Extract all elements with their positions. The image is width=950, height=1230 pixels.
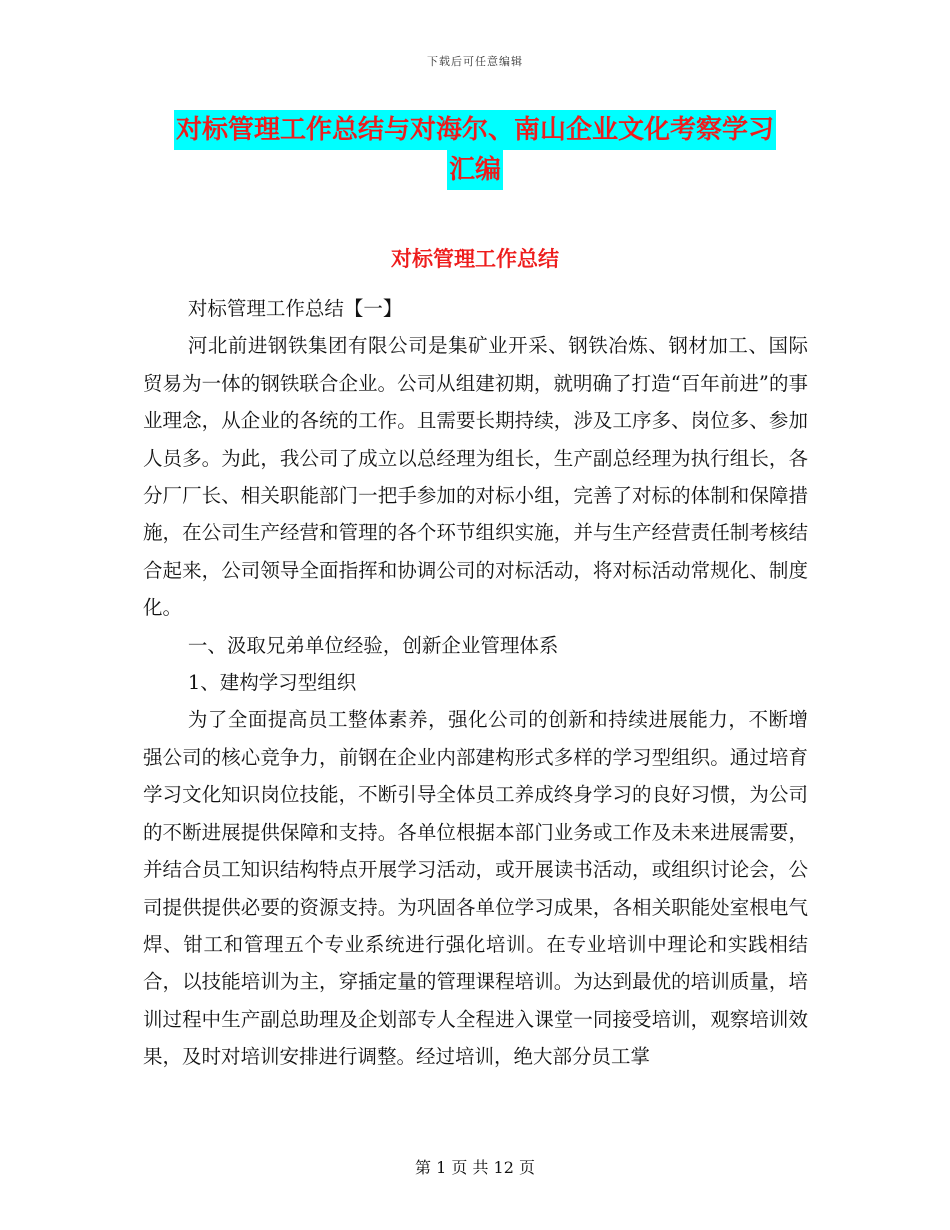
- document-title-line-1: 对标管理工作总结与对海尔、南山企业文化考察学习: [174, 110, 776, 150]
- page-header-note: 下载后可任意编辑: [427, 55, 523, 68]
- document-title-line-2: 汇编: [447, 150, 503, 190]
- paragraph-subheading-1: 1、建构学习型组织: [187, 671, 357, 695]
- page-number-footer: 第 1 页 共 12 页: [415, 1158, 535, 1177]
- document-title: [150, 110, 800, 190]
- section-title: 对标管理工作总结: [391, 246, 559, 271]
- paragraph-heading-1: 一、汲取兄弟单位经验，创新企业管理体系: [187, 633, 559, 657]
- paragraph-subtitle: 对标管理工作总结【一】: [187, 297, 403, 320]
- document-body: [143, 290, 808, 1076]
- paragraph-learning-org: 为了全面提高员工整体素养，强化公司的创新和持续进展能力，不断增强公司的核心竞争力，前钢在企业内部建构形式多样的学习型组织。通过培育学习文化知识岗位技能，不断引导全体员工养成终身学习的良好习惯，为公司的不断进展提供保障和支持。各单位根据本部门业务或工作及未来进展需要，并结合员工知识结构特点开展学习活动，或开展读书活动，或组织讨论会，公司提供提供必要的资源支持。为巩固各单位学习成果，各相关职能处室根电气焊、钳工和管理五个专业系统进行强化培训。在专业培训中理论和实践相结合，以技能培训为主，穿插定量的管理课程培训。为达到最优的培训质量，培训过程中生产副总助理及企划部专人全程进入课堂一同接受培训，观察培训效果，及时对培训安排进行调整。经过培训，绝大部分员工掌: [143, 708, 808, 1069]
- paragraph-company-intro: 河北前进钢铁集团有限公司是集矿业开采、钢铁冶炼、钢材加工、国际贸易为一体的钢铁联合企业。公司从组建初期，就明确了打造“百年前进”的事业理念，从企业的各统的工作。且需要长期持续，涉及工序多、岗位多、参加人员多。为此，我公司了成立以总经理为组长，生产副总经理为执行组长，各分厂厂长、相关职能部门一把手参加的对标小组，完善了对标的体制和保障措施，在公司生产经营和管理的各个环节组织实施，并与生产经营责任制考核结合起来，公司领导全面指挥和协调公司的对标活动，将对标活动常规化、制度化。: [143, 334, 808, 620]
